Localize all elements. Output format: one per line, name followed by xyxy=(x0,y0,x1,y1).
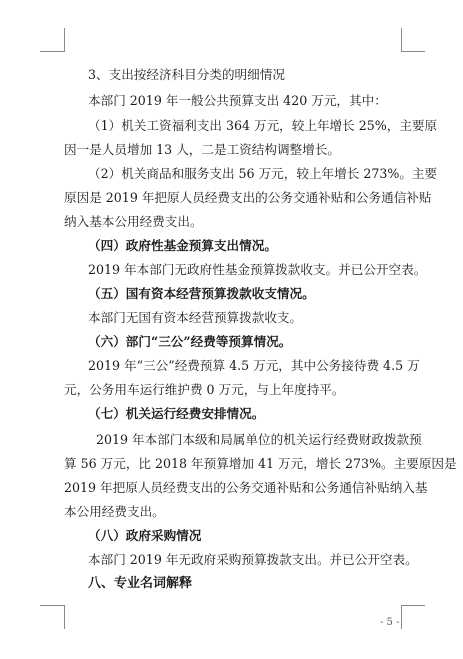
crop-mark-bottom-right-vertical xyxy=(401,605,402,629)
crop-mark-top-left-horizontal xyxy=(40,51,64,52)
paragraph-item2-line2: 原因是 2019 年把原人员经费支出的公务交通补贴和公务通信补贴 xyxy=(64,190,432,205)
paragraph-gov-procurement: 本部门 2019 年无政府采购预算拨款支出。并已公开空表。 xyxy=(88,552,418,567)
paragraph-operating-line1: 2019 年本部门本级和局属单位的机关运行经费财政拨款预 xyxy=(96,432,422,447)
heading-gov-procurement: （八）政府采购情况 xyxy=(88,528,202,543)
paragraph-gov-fund-budget: 2019 年本部门无政府性基金预算拨款收支。并已公开空表。 xyxy=(88,262,427,277)
paragraph-total-spending: 本部门 2019 年一般公共预算支出 420 万元，其中： xyxy=(88,93,387,108)
section-heading-economic-classification: 3、支出按经济科目分类的明细情况 xyxy=(88,67,285,82)
crop-mark-bottom-left-horizontal xyxy=(40,605,64,606)
paragraph-item1-line1: （1）机关工资福利支出 364 万元，较上年增长 25%，主要原 xyxy=(88,118,438,133)
crop-mark-top-left-vertical xyxy=(64,28,65,52)
crop-mark-bottom-left-vertical xyxy=(64,605,65,629)
paragraph-three-public-line1: 2019 年“三公”经费预算 4.5 万元，其中公务接待费 4.5 万 xyxy=(88,358,420,373)
paragraph-state-capital-budget: 本部门无国有资本经营预算拨款收支。 xyxy=(88,310,303,325)
section-heading-glossary: 八、专业名词解释 xyxy=(88,576,193,591)
paragraph-item2-line3: 纳入基本公用经费支出。 xyxy=(64,214,203,229)
crop-mark-top-right-horizontal xyxy=(401,51,425,52)
heading-three-public-expenses: （六）部门“三公”经费等预算情况。 xyxy=(88,334,292,349)
paragraph-three-public-line2: 元，公务用车运行维护费 0 万元，与上年度持平。 xyxy=(64,382,345,397)
heading-operating-expenses: （七）机关运行经费安排情况。 xyxy=(88,406,265,421)
crop-mark-bottom-right-horizontal xyxy=(401,605,425,606)
paragraph-operating-line2: 算 56 万元，比 2018 年预算增加 41 万元，增长 273%。主要原因是 xyxy=(64,456,457,471)
page-number: - 5 - xyxy=(380,617,400,628)
heading-state-capital-budget: （五）国有资本经营预算拨款收支情况。 xyxy=(88,286,315,301)
heading-gov-fund-budget: （四）政府性基金预算支出情况。 xyxy=(88,238,277,253)
paragraph-item1-line2: 因一是人员增加 13 人，二是工资结构调整增长。 xyxy=(64,142,340,157)
paragraph-item2-line1: （2）机关商品和服务支出 56 万元，较上年增长 273%。主要 xyxy=(88,166,438,181)
paragraph-operating-line3: 2019 年把原人员经费支出的公务交通补贴和公务通信补贴纳入基 xyxy=(64,480,428,495)
paragraph-operating-line4: 本公用经费支出。 xyxy=(64,504,165,519)
crop-mark-top-right-vertical xyxy=(401,28,402,52)
